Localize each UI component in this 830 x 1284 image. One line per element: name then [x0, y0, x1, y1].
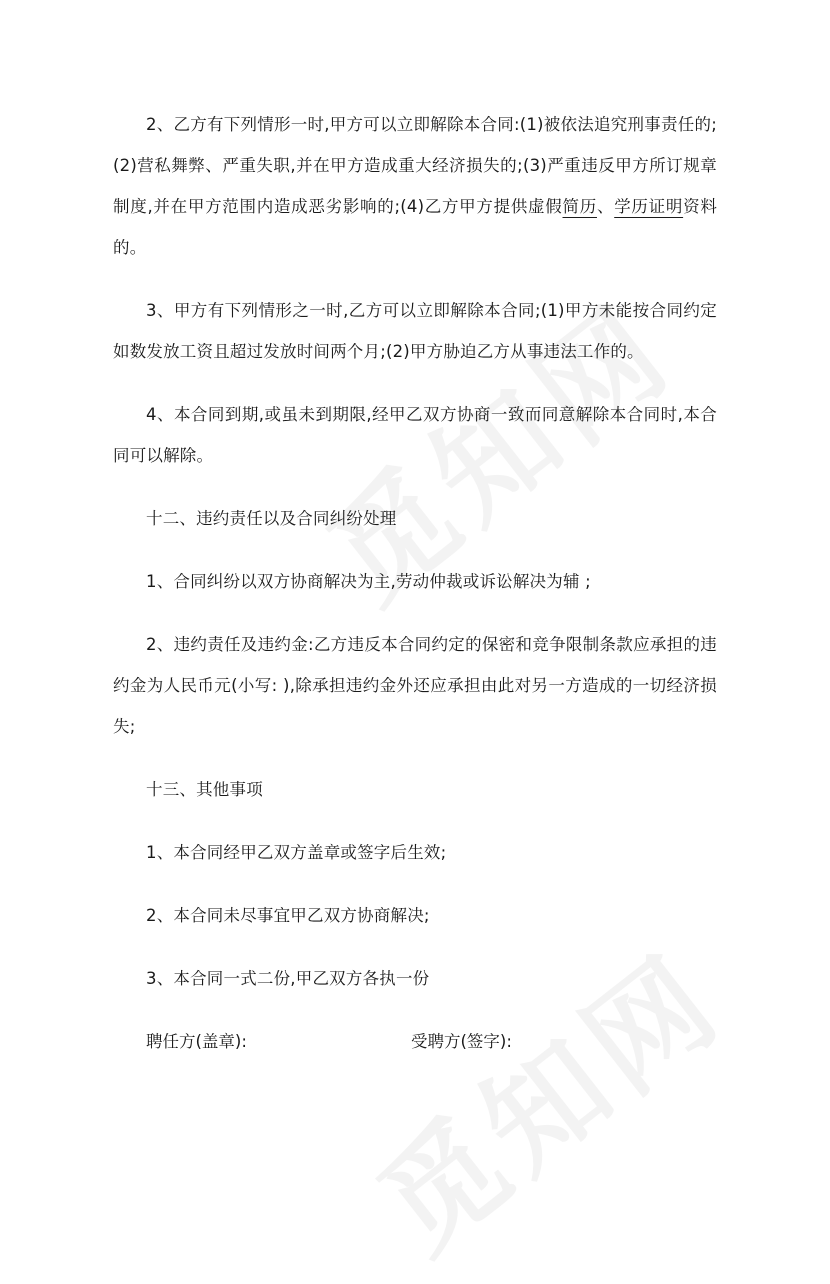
employee-signature-label: 受聘方(签字): [411, 1032, 512, 1051]
section-12-item-2: 2、违约责任及违约金:乙方违反本合同约定的保密和竞争限制条款应承担的违约金为人民币元(小写: ),除承担违约金外还应承担由此对另一方造成的一切经济损失; [113, 635, 717, 736]
underlined-term: 简历 [562, 197, 597, 216]
clause-3-paragraph: 3、甲方有下列情形之一时,乙方可以立即解除本合同;(1)甲方未能按合同约定如数发放工资且超过发放时间两个月;(2)甲方胁迫乙方从事违法工作的。 [113, 301, 717, 361]
signature-row [113, 1021, 717, 1062]
clause-2-paragraph: 2、乙方有下列情形一时,甲方可以立即解除本合同:(1)被依法追究刑事责任的;(2)营私舞弊、严重失职,并在甲方造成重大经济损失的;(3)严重违反甲方所订规章制度,并在甲方范围内造成恶劣影响的;(4)乙方甲方提供虚假简历、学历证明资料的。 [113, 115, 718, 257]
section-13-item-1: 1、本合同经甲乙双方盖章或签字后生效; [146, 843, 447, 862]
section-12-heading: 十二、违约责任以及合同纠纷处理 [146, 509, 397, 528]
employer-seal-label: 聘任方(盖章): [146, 1032, 247, 1051]
section-13-item-3: 3、本合同一式二份,甲乙双方各执一份 [146, 969, 430, 988]
underlined-term: 学历证明 [614, 197, 684, 216]
section-13-item-2: 2、本合同未尽事宜甲乙双方协商解决; [146, 906, 430, 925]
clause-4-paragraph: 4、本合同到期,或虽未到期限,经甲乙双方协商一致而同意解除本合同时,本合同可以解除。 [113, 405, 717, 465]
section-12-item-1: 1、合同纠纷以双方协商解决为主,劳动仲裁或诉讼解决为辅 ; [146, 572, 591, 591]
document-body [113, 104, 717, 1062]
section-13-heading: 十三、其他事项 [146, 780, 263, 799]
